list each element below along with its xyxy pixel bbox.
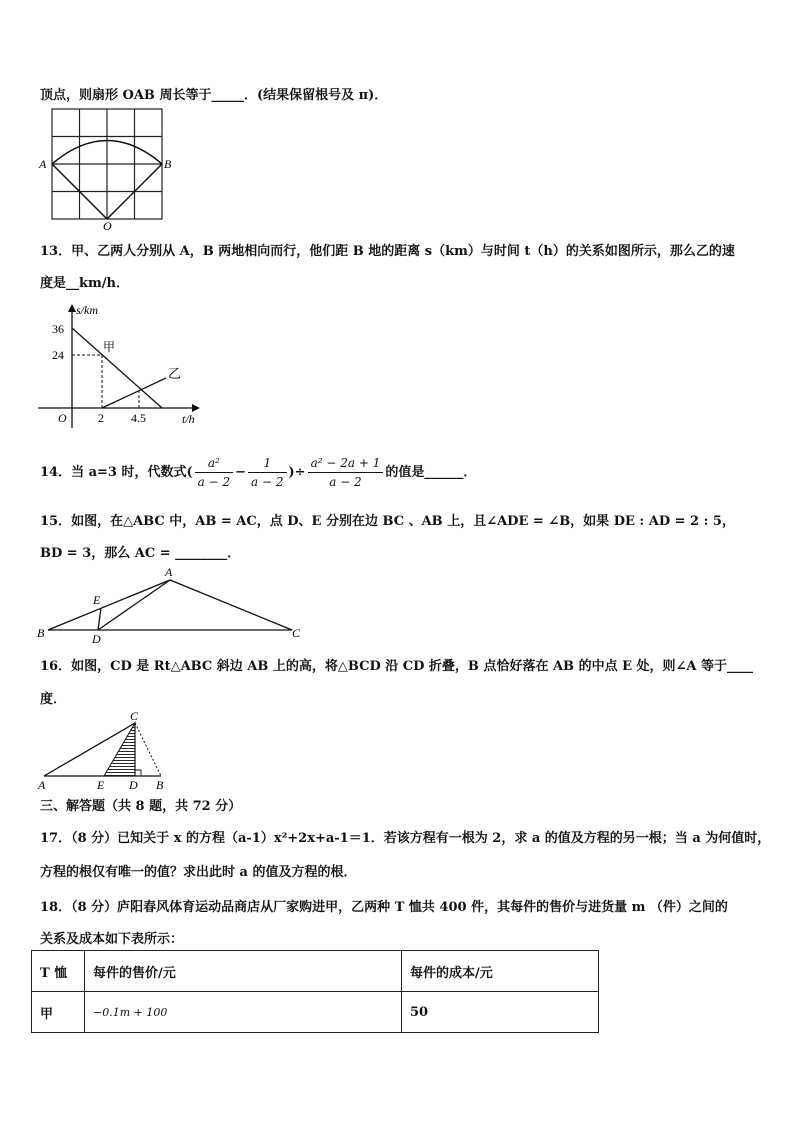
q17-line2: 方程的根仅有唯一的值？求出此时 a 的值及方程的根． bbox=[40, 865, 357, 880]
q16-right-triangle-figure bbox=[34, 708, 184, 796]
q15-label-B: B bbox=[37, 626, 45, 640]
q18-price-cost-table bbox=[31, 950, 599, 1033]
q13-x45: 4.5 bbox=[131, 411, 146, 425]
q16-shaded-triangle-CED bbox=[104, 723, 135, 776]
q16-label-D: D bbox=[129, 778, 138, 792]
q12-label-B: B bbox=[164, 157, 172, 171]
q15-label-C: C bbox=[292, 626, 301, 640]
q15-triangle-ABC bbox=[48, 580, 292, 630]
q13-y24: 24 bbox=[52, 348, 64, 362]
q14-fraction-3: $\frac{\text{a² − 2a + 1}}{a - 2}$ bbox=[308, 454, 384, 491]
q16-label-A: A bbox=[38, 778, 46, 792]
table-row bbox=[32, 992, 599, 1033]
q13-origin: O bbox=[58, 411, 67, 425]
q13-y36: 36 bbox=[52, 322, 64, 336]
q16-label-C: C bbox=[130, 709, 139, 723]
section-heading: 三、解答题（共 8 题，共 72 分） bbox=[40, 799, 242, 814]
q13-line2: 度是__km/h． bbox=[40, 276, 129, 291]
table-cell: −0.1m + 100 bbox=[85, 992, 402, 1033]
q12-label-O: O bbox=[103, 219, 112, 232]
table-header-cell: T 恤 bbox=[32, 951, 85, 992]
q16-line1: 16．如图，CD 是 Rt△ABC 斜边 AB 上的高，将△BCD 沿 CD 折叠，B 点恰好落在 AB 的中点 E 处，则∠A 等于____ bbox=[40, 659, 754, 674]
q14-prefix: 14．当 a=3 时，代数式( bbox=[40, 465, 193, 480]
q13-x2: 2 bbox=[98, 411, 104, 425]
q12-text: 顶点，则扇形 OAB 周长等于_____．(结果保留根号及 π)． bbox=[40, 88, 388, 103]
q12-grid-figure bbox=[36, 106, 186, 232]
q14-fraction-2: $\frac{1}{a - 2}$ bbox=[248, 454, 286, 491]
q13-line1: 13．甲、乙两人分别从 A，B 两地相向而行，他们距 B 地的距离 s（km）与时间 t（h）的关系如图所示，那么乙的速 bbox=[40, 244, 735, 259]
q13-distance-time-chart bbox=[38, 300, 208, 430]
q15-label-D: D bbox=[92, 632, 101, 644]
q16-segment-CB bbox=[135, 723, 161, 776]
q16-label-E: E bbox=[97, 778, 105, 792]
q15-line2: BD = 3，那么 AC = ________． bbox=[40, 546, 241, 561]
q13-ylabel: s/km bbox=[76, 303, 98, 317]
q15-label-A: A bbox=[165, 565, 173, 579]
q15-line1: 15．如图，在△ABC 中，AB = AC，点 D、E 分别在边 BC 、AB 上，且∠ADE = ∠B，如果 DE : AD = 2 : 5， bbox=[40, 514, 735, 529]
q13-jia: 甲 bbox=[103, 340, 116, 354]
q14-fraction-1: $\frac{\text{a²}}{a - 2}$ bbox=[195, 454, 233, 491]
q13-x-arrow bbox=[192, 404, 200, 412]
table-header-cell: 每件的成本/元 bbox=[402, 951, 599, 992]
q16-line2: 度． bbox=[40, 692, 67, 707]
q16-label-B: B bbox=[156, 778, 164, 792]
q15-label-E: E bbox=[93, 593, 101, 607]
table-header-cell: 每件的售价/元 bbox=[85, 951, 402, 992]
q13-y-arrow bbox=[68, 304, 76, 312]
table-cell: 甲 bbox=[32, 992, 85, 1033]
q17-line1: 17．（8 分）已知关于 x 的方程（a-1）x²+2x+a-1＝1．若该方程有一根为 2，求 a 的值及方程的另一根；当 a 为何值时， bbox=[40, 831, 771, 846]
q18-line1: 18．（8 分）庐阳春风体育运动品商店从厂家购进甲，乙两种 T 恤共 400 件，其每件的售价与进货量 m （件）之间的 bbox=[40, 900, 728, 915]
q14-line: 14．当 a=3 时，代数式( $\frac{\text{a²}}{a - 2}$ − $\frac{1}{a - 2}$ )÷ $\frac{\text{a² − 2a + 1}}{a - 2}$ 的值是______． bbox=[40, 456, 477, 489]
q13-yi: 乙 bbox=[168, 366, 182, 381]
table-header-row bbox=[32, 951, 599, 992]
table-cell: 50 bbox=[402, 992, 599, 1033]
q13-xlabel: t/h bbox=[182, 412, 195, 426]
q14-suffix: 的值是______． bbox=[385, 465, 477, 480]
q18-line2: 关系及成本如下表所示： bbox=[40, 932, 184, 947]
q15-segment-DE bbox=[98, 608, 101, 630]
q13-line-jia bbox=[72, 328, 162, 408]
q15-triangle-figure bbox=[34, 562, 314, 644]
q12-label-A: A bbox=[39, 157, 47, 171]
